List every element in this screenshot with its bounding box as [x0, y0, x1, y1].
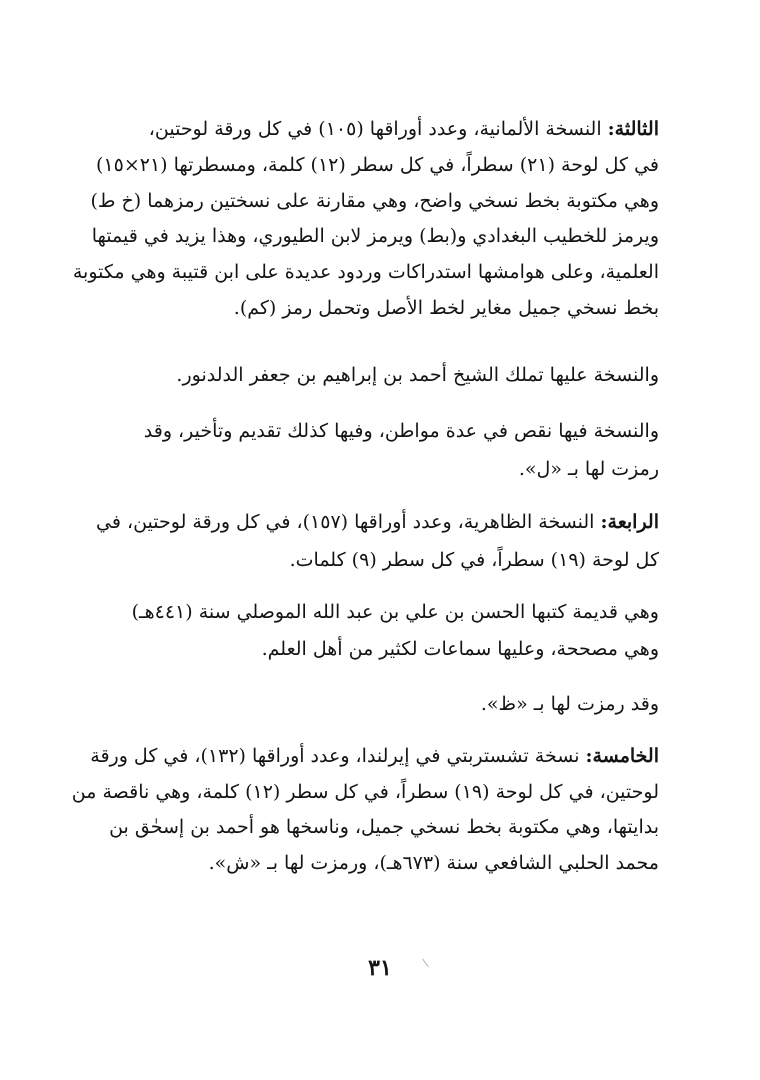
paragraph-line: رمزت لها بـ «ل». — [518, 458, 659, 480]
paragraph-line: بدايتها، وهي مكتوبة بخط نسخي جميل، وناسخها هو أحمد بن إسحٰق بن — [109, 816, 659, 838]
line-text: النسخة الظاهرية، وعدد أوراقها (١٥٧)، في كل ورقة لوحتين، في — [95, 511, 595, 533]
paragraph-line — [90, 739, 659, 775]
paragraph-line: لوحتين، في كل لوحة (١٩) سطراً، في كل سطر (١٢) كلمة، وهي ناقصة من — [71, 780, 659, 803]
paragraph-line: ويرمز للخطيب البغدادي و(بط) ويرمز لابن الطيوري، وهذا يزيد في قيمتها — [91, 225, 659, 248]
paragraph-line: بخط نسخي جميل مغاير لخط الأصل وتحمل رمز (كم). — [233, 296, 659, 319]
paragraph-line: والنسخة عليها تملك الشيخ أحمد بن إبراهيم بن جعفر الدلدنور. — [176, 364, 659, 386]
paragraph-line: محمد الحلبي الشافعي سنة (٦٧٣هـ)، ورمزت لها بـ «ش». — [208, 851, 659, 874]
paragraph-lead: الرابعة: — [600, 511, 659, 533]
line-text: النسخة الألمانية، وعدد أوراقها (١٠٥) في كل ورقة لوحتين، — [148, 118, 602, 140]
paragraph-line: العلمية، وعلى هوامشها استدراكات وردود عديدة على ابن قتيبة وهي مكتوبة — [72, 261, 659, 284]
paragraph-lead: الثالثة: — [607, 118, 659, 140]
paragraph-missing-parts — [96, 412, 659, 488]
paragraph-line: والنسخة فيها نقص في عدة مواطن، وفيها كذلك تقديم وتأخير، وقد — [143, 420, 659, 442]
paragraph-line: كل لوحة (١٩) سطراً، في كل سطر (٩) كلمات. — [289, 549, 659, 571]
paragraph-line — [96, 503, 659, 541]
paragraph-fifth-copy — [71, 739, 659, 881]
paragraph-line: وهي قديمة كتبها الحسن بن علي بن عبد الله الموصلي سنة (٤٤١هـ) — [131, 601, 659, 623]
paragraph-third-copy — [72, 112, 659, 327]
page-number: ٣١ — [368, 955, 392, 981]
paragraph-lead: الخامسة: — [585, 745, 659, 767]
paragraph-fourth-copy — [96, 503, 659, 579]
paragraph-copyist — [96, 594, 659, 668]
paragraph-line: وهي مصححة، وعليها سماعات لكثير من أهل العلم. — [261, 638, 659, 660]
paragraph-line: في كل لوحة (٢١) سطراً، في كل سطر (١٢) كلمة، ومسطرتها (٢١×١٥) — [95, 153, 659, 176]
paragraph-ownership — [96, 357, 659, 393]
paragraph-symbol — [96, 686, 659, 722]
line-text: نسخة تشستربتي في إيرلندا، وعدد أوراقها (١٣٢)، في كل ورقة — [90, 745, 580, 767]
paragraph-line — [96, 112, 659, 148]
paragraph-line: وقد رمزت لها بـ «ظ». — [480, 693, 659, 715]
paragraph-line: وهي مكتوبة بخط نسخي واضح، وهي مقارنة على نسختين رمزهما (خ ط) — [90, 189, 659, 212]
